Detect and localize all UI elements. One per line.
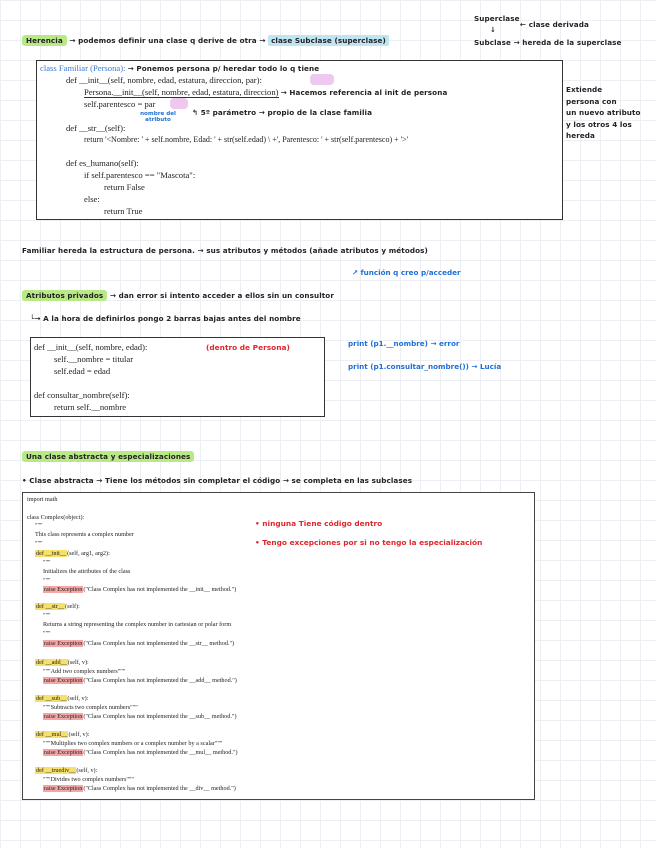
priv-code-consultar: def consultar_nombre(self): bbox=[34, 390, 130, 400]
cx-method-def bbox=[35, 767, 97, 774]
dentro-persona-note: (dentro de Persona) bbox=[206, 343, 290, 352]
par-highlight bbox=[310, 74, 334, 85]
code-line-parentesco bbox=[84, 99, 155, 109]
code-line-init bbox=[66, 75, 262, 85]
cx-import: import math bbox=[27, 496, 58, 503]
cx-raise: raise Exception bbox=[44, 640, 83, 647]
familiar-summary: Familiar hereda la estructura de persona. → sus atributos y métodos (añade atributos y métodos) bbox=[22, 246, 428, 255]
cx-raise-msg: ("Class Complex has not implemented the __sub__ method.") bbox=[83, 713, 237, 720]
code-line-es-humano: def es_humano(self): bbox=[66, 158, 139, 168]
code-line-class bbox=[40, 63, 319, 73]
cx-def-args: (self, v): bbox=[68, 731, 90, 738]
cx-raise: raise Exception bbox=[44, 677, 83, 684]
cx-def-args: (self, arg1, arg2): bbox=[67, 550, 110, 557]
cx-def-name: def __add__ bbox=[36, 659, 67, 666]
priv-code-nombre: self.__nombre = titular bbox=[54, 354, 134, 364]
cx-docq2: """ bbox=[35, 540, 43, 547]
note-init: → Hacemos referencia al init de persona bbox=[280, 88, 448, 97]
privados-title: Atributos privados bbox=[22, 290, 107, 301]
cx-def-name: def __truediv__ bbox=[36, 767, 76, 774]
abstracta-note-2: • Tengo excepciones por si no tengo la especialización bbox=[255, 538, 483, 547]
code-line-return-str: return '<Nombre: ' + self.nombre, Edad: ' + str(self.edad) \ +', Parentesco: ' + str(self.parentesco) + '>' bbox=[84, 135, 409, 144]
cx-method-doc: """ bbox=[43, 559, 51, 566]
herencia-term: clase Subclase (superclase) bbox=[268, 35, 389, 46]
clase-derivada-note: ← clase derivada bbox=[520, 20, 589, 29]
cx-docq1: """ bbox=[35, 522, 43, 529]
funcion-note: ↗ función q creo p/acceder bbox=[352, 268, 461, 277]
par-highlight-2 bbox=[170, 98, 188, 109]
cx-raise-msg: ("Class Complex has not implemented the __add__ method.") bbox=[83, 677, 237, 684]
funcion-note-text: función q creo p/acceder bbox=[360, 268, 461, 277]
cx-method-doc: """Add two complex numbers""" bbox=[43, 668, 126, 675]
cx-method-doc3: """ bbox=[43, 577, 51, 584]
cx-def-name: def __str__ bbox=[36, 603, 65, 610]
print-error-note: print (p1.__nombre) → error bbox=[348, 339, 460, 348]
cx-method-def bbox=[35, 695, 88, 702]
note-param-line: ↰ 5º parámetro → propio de la clase familia bbox=[192, 108, 373, 117]
priv-code-init: def __init__(self, nombre, edad): bbox=[34, 342, 148, 352]
cx-method-doc: """ bbox=[43, 612, 51, 619]
privados-heading-line bbox=[22, 291, 334, 300]
code-line-return-false: return False bbox=[104, 182, 145, 192]
cx-method-def bbox=[35, 731, 89, 738]
parentesco-assign: self.parentesco = par bbox=[84, 99, 156, 109]
cx-raise-msg: ("Class Complex has not implemented the __init__ method.") bbox=[83, 586, 237, 593]
abstracta-heading-line bbox=[22, 452, 194, 461]
cx-class: class Complex(object): bbox=[27, 514, 85, 521]
cx-raise: raise Exception bbox=[44, 713, 83, 720]
print-lucia-note: print (p1.consultar_nombre()) → Lucía bbox=[348, 362, 502, 371]
herencia-text: podemos definir una clase q derive de otra bbox=[78, 36, 257, 45]
code-line-str: def __str__(self): bbox=[66, 123, 126, 133]
side-note-line: un nuevo atributo bbox=[566, 108, 641, 117]
side-note-line: Extiende bbox=[566, 85, 603, 94]
cx-method-raise bbox=[43, 785, 236, 792]
side-note bbox=[566, 84, 641, 142]
code-line-if: if self.parentesco == "Mascota": bbox=[84, 170, 196, 180]
cx-method-raise bbox=[43, 713, 237, 720]
cx-method-raise bbox=[43, 586, 236, 593]
cx-method-def bbox=[35, 659, 89, 666]
cx-method-doc: """Divides two complex numbers""" bbox=[43, 776, 134, 783]
cx-method-doc2: Initializes the attributes of the class bbox=[43, 568, 131, 575]
cx-method-raise bbox=[43, 640, 234, 647]
privados-text: → dan error si intento acceder a ellos sin un consultor bbox=[109, 291, 334, 300]
cx-def-args: (self, v): bbox=[67, 659, 89, 666]
herencia-title: Herencia bbox=[22, 35, 67, 46]
cx-def-name: def __sub__ bbox=[36, 695, 67, 702]
cx-raise-msg: ("Class Complex has not implemented the __mul__ method.") bbox=[83, 749, 238, 756]
priv-code-return: return self.__nombre bbox=[54, 402, 127, 412]
cx-method-doc3: """ bbox=[43, 630, 51, 637]
cx-method-doc2: Returns a string representing the complex number in cartesian or polar form bbox=[43, 621, 232, 628]
abstracta-note-1: • ninguna Tiene código dentro bbox=[255, 519, 383, 528]
cx-raise-msg: ("Class Complex has not implemented the __div__ method.") bbox=[83, 785, 236, 792]
init-def: def __init__(self, nombre, edad, estatura, direccion, par): bbox=[66, 75, 262, 85]
clase-derivada-text: clase derivada bbox=[528, 20, 589, 29]
hereda-text: hereda de la superclase bbox=[522, 38, 622, 47]
abstracta-text: • Clase abstracta → Tiene los métodos sin completar el código → se completa en las subclases bbox=[22, 476, 413, 485]
subclase-line: Subclase → hereda de la superclase bbox=[474, 38, 622, 47]
cx-method-def bbox=[35, 550, 110, 557]
privados-sub: A la hora de definirlos pongo 2 barras bajas antes del nombre bbox=[43, 314, 301, 323]
persona-init-call: Persona.__init__(self, nombre, edad, estatura, direccion) bbox=[84, 87, 279, 97]
abstracta-title: Una clase abstracta y especializaciones bbox=[22, 451, 194, 462]
cx-method-raise bbox=[43, 677, 237, 684]
cx-raise: raise Exception bbox=[44, 586, 83, 593]
cx-method-raise bbox=[43, 749, 238, 756]
superclase-label: Superclase bbox=[474, 14, 520, 23]
note-param: 5º parámetro → propio de la clase familia bbox=[200, 108, 373, 117]
cx-method-def bbox=[35, 603, 80, 610]
code-line-else: else: bbox=[84, 194, 100, 204]
side-note-line: y los otros 4 los bbox=[566, 119, 632, 129]
cx-method-doc: """Subtracts two complex numbers""" bbox=[43, 704, 138, 711]
down-arrow-icon: ↓ bbox=[490, 26, 496, 34]
cx-raise-msg: ("Class Complex has not implemented the __str__ method.") bbox=[83, 640, 235, 647]
side-note-line: persona con bbox=[566, 96, 617, 106]
note-persona: → Ponemos persona p/ heredar todo lo q tiene bbox=[127, 64, 320, 73]
class-line: class Familiar (Persona): bbox=[40, 63, 126, 73]
cx-def-args: (self): bbox=[65, 603, 80, 610]
code-line-persona-init bbox=[84, 87, 447, 97]
cx-def-args: (self, v): bbox=[67, 695, 89, 702]
cx-raise: raise Exception bbox=[44, 785, 83, 792]
cx-def-name: def __init__ bbox=[36, 550, 67, 557]
herencia-heading-line: Herencia → podemos definir una clase q derive de otra → clase Subclase (superclase) bbox=[22, 36, 389, 45]
cx-doc: This class represents a complex number bbox=[35, 531, 134, 538]
code-line-return-true: return True bbox=[104, 206, 143, 216]
cx-def-args: (self, v): bbox=[76, 767, 98, 774]
cx-raise: raise Exception bbox=[44, 749, 83, 756]
cx-def-name: def __mul__ bbox=[36, 731, 68, 738]
side-note-line: hereda bbox=[566, 131, 596, 140]
cx-method-doc: """Multiplies two complex numbers or a complex number by a scalar""" bbox=[43, 740, 223, 747]
note-nombre-atributo: nombre del atributo bbox=[140, 111, 176, 123]
priv-code-edad: self.edad = edad bbox=[54, 366, 111, 376]
subclase-label: Subclase bbox=[474, 38, 511, 47]
privados-sub-line: └→ A la hora de definirlos pongo 2 barras bajas antes del nombre bbox=[30, 314, 301, 323]
